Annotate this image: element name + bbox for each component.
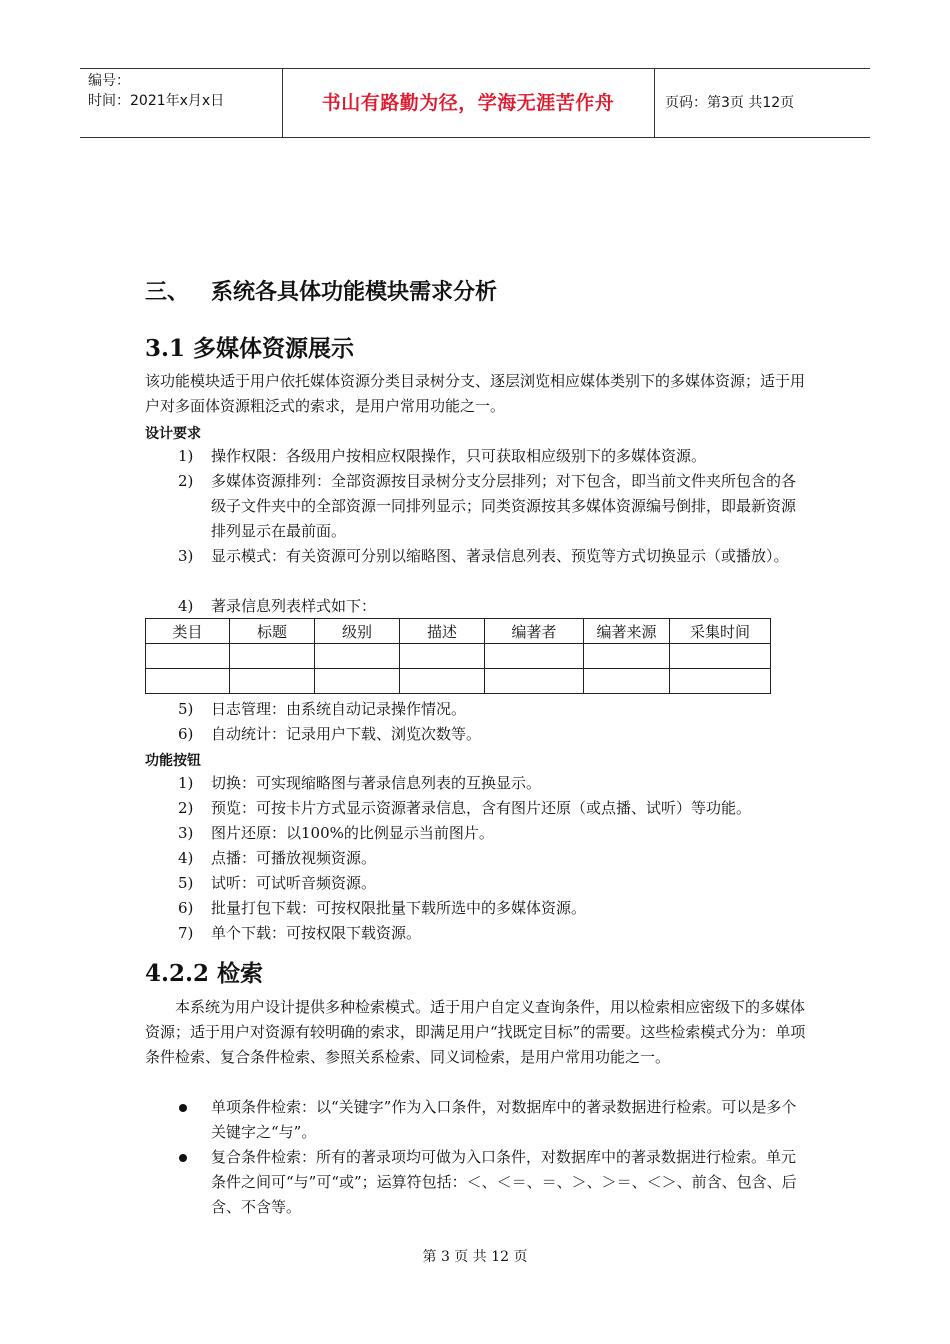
- table-header-cell: 级别: [315, 619, 400, 644]
- header-motto-cell: [282, 69, 655, 137]
- table-row: [146, 669, 771, 694]
- section-heading: [145, 275, 497, 306]
- item-number: 3): [178, 824, 194, 842]
- table-cell: [230, 644, 315, 669]
- subsection-heading-3-1: 3.1 多媒体资源展示: [145, 335, 355, 362]
- section-number: 三、: [145, 280, 190, 305]
- header-info-cell: [80, 69, 283, 137]
- bullet-item: [178, 1095, 810, 1145]
- list-item: [178, 821, 810, 846]
- subsection-heading-4-2-2: 4.2.2 检索: [145, 960, 264, 987]
- table-cell: [146, 669, 230, 694]
- header-motto: 书山有路勤为径，学海无涯苦作舟: [321, 92, 615, 114]
- item-number: 2): [178, 799, 194, 817]
- item-number: 5): [178, 700, 194, 718]
- item-number: 1): [178, 447, 194, 465]
- table-header-cell: 编著者: [485, 619, 584, 644]
- table-header-cell: 采集时间: [670, 619, 771, 644]
- intro-paragraph: 该功能模块适于用户依托媒体资源分类目录树分支、逐层浏览相应媒体类别下的多媒体资源；适于用户对多面体资源粗泛式的索求，是用户常用功能之一。: [145, 372, 806, 415]
- item-text: 自动统计：记录用户下载、浏览次数等。: [211, 725, 482, 743]
- list-item: [178, 796, 810, 821]
- item-number: 5): [178, 874, 194, 892]
- list-item: [178, 771, 810, 796]
- item-text: 图片还原：以100%的比例显示当前图片。: [211, 824, 494, 842]
- list-item: [178, 697, 810, 722]
- list-item: [178, 722, 810, 747]
- search-intro-paragraph: 本系统为用户设计提供多种检索模式。适于用户自定义查询条件，用以检索相应密级下的多媒体资源；适于用户对资源有较明确的索求，即满足用户“找既定目标”的需要。这些检索模式分为：单项条件检索、复合条件检索、参照关系检索、同义词检索，是用户常用功能之一。: [145, 998, 806, 1066]
- item-text: 试听：可试听音频资源。: [211, 874, 377, 892]
- table-cell: [485, 644, 584, 669]
- item-text: 单个下载：可按权限下载资源。: [211, 924, 422, 942]
- item-text: 日志管理：由系统自动记录操作情况。: [211, 700, 467, 718]
- item-number: 7): [178, 924, 194, 942]
- list-item: [178, 871, 810, 896]
- table-cell: [485, 669, 584, 694]
- item-text: 预览：可按卡片方式显示资源著录信息，含有图片还原（或点播、试听）等功能。: [211, 799, 752, 817]
- table-header-cell: 标题: [230, 619, 315, 644]
- list-item: [178, 469, 810, 544]
- item-text: 切换：可实现缩略图与著录信息列表的互换显示。: [211, 774, 542, 792]
- table-header-row: [146, 619, 771, 644]
- item-number: 6): [178, 899, 194, 917]
- page-footer: 第 3 页 共 12 页: [422, 1249, 528, 1265]
- metadata-list-table: [145, 618, 771, 694]
- table-cell: [670, 669, 771, 694]
- list-item: [178, 921, 810, 946]
- bullet-dot-icon: [179, 1104, 187, 1112]
- list-item: [178, 594, 810, 619]
- table-header-cell: 编著来源: [584, 619, 670, 644]
- header-page-cell: [655, 69, 870, 137]
- item-text: 批量打包下载：可按权限批量下载所选中的多媒体资源。: [211, 899, 587, 917]
- item-number: 2): [178, 472, 194, 490]
- bullet-item: [178, 1145, 810, 1220]
- item-number: 4): [178, 597, 194, 615]
- item-number: 6): [178, 725, 194, 743]
- table-header-cell: 类目: [146, 619, 230, 644]
- table-cell: [400, 644, 485, 669]
- item-text: 显示模式：有关资源可分别以缩略图、著录信息列表、预览等方式切换显示（或播放）。: [211, 547, 789, 565]
- list-item: [178, 896, 810, 921]
- table-cell: [315, 669, 400, 694]
- table-cell: [230, 669, 315, 694]
- table-row: [146, 644, 771, 669]
- section-title: 系统各具体功能模块需求分析: [211, 280, 498, 305]
- table-cell: [315, 644, 400, 669]
- bullet-dot-icon: [179, 1154, 187, 1162]
- item-text: 点播：可播放视频资源。: [211, 849, 377, 867]
- item-number: 3): [178, 547, 194, 565]
- table-cell: [146, 644, 230, 669]
- table-cell: [400, 669, 485, 694]
- item-text: 著录信息列表样式如下：: [211, 597, 377, 615]
- item-text: 多媒体资源排列：全部资源按目录树分支分层排列；对下包含，即当前文件夹所包含的各级子文件夹中的全部资源一同排列显示；同类资源按其多媒体资源编号倒排，即最新资源排列显示在最前面。: [211, 472, 797, 540]
- header-number: 编号：: [88, 73, 130, 89]
- design-requirements-label: 设计要求: [145, 426, 201, 442]
- list-item: [178, 544, 810, 569]
- function-buttons-label: 功能按钮: [145, 753, 201, 769]
- header-page-number: 页码：第3页 共12页: [665, 95, 795, 111]
- list-item: [178, 444, 810, 469]
- table-cell: [584, 669, 670, 694]
- item-text: 操作权限：各级用户按相应权限操作，只可获取相应级别下的多媒体资源。: [211, 447, 707, 465]
- table-cell: [584, 644, 670, 669]
- bullet-text: 单项条件检索：以“关键字”作为入口条件，对数据库中的著录数据进行检索。可以是多个关键字之“与”。: [211, 1098, 797, 1141]
- table-cell: [670, 644, 771, 669]
- header-date: 时间：2021年x月x日: [88, 93, 225, 109]
- page-header: [80, 68, 870, 138]
- list-item: [178, 846, 810, 871]
- item-number: 1): [178, 774, 194, 792]
- table-header-cell: 描述: [400, 619, 485, 644]
- item-number: 4): [178, 849, 194, 867]
- bullet-text: 复合条件检索：所有的著录项均可做为入口条件，对数据库中的著录数据进行检索。单元条件之间可“与”可“或”；运算符包括：＜、＜＝、＝、＞、＞＝、＜＞、前含、包含、后含、不含等。: [211, 1148, 797, 1216]
